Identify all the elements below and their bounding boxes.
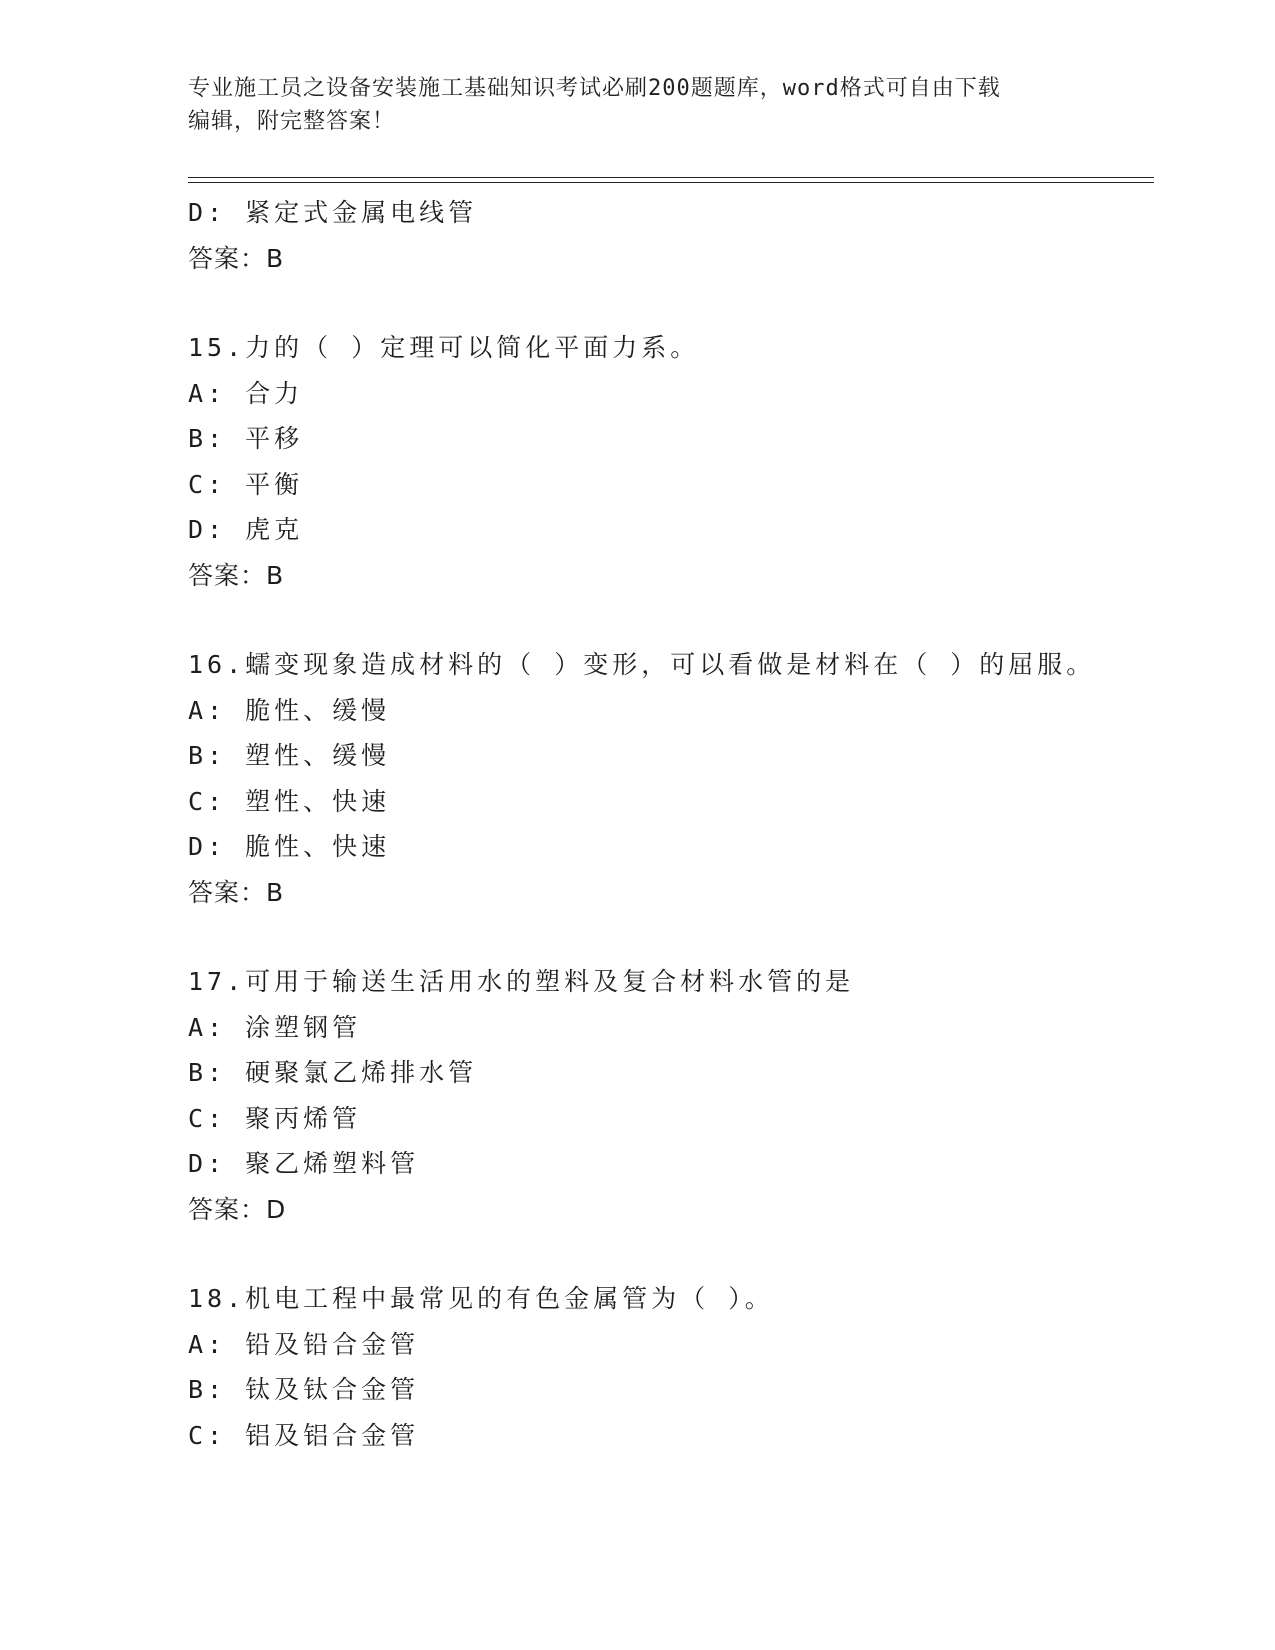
option-b: B: 平移 [188, 424, 304, 453]
option-a: A: 合力 [188, 378, 304, 408]
header-rule-bottom [188, 182, 1154, 183]
question-stem: 15.力的（ ）定理可以简化平面力系。 [188, 333, 700, 362]
question-stem: 18.机电工程中最常见的有色金属管为（ ）。 [188, 1284, 774, 1313]
question-list [188, 190, 1148, 1458]
document-header [188, 72, 1088, 138]
option-d: D: 聚乙烯塑料管 [188, 1149, 420, 1178]
question-stem: 17.可用于输送生活用水的塑料及复合材料水管的是 [188, 967, 855, 996]
answer-line: 答案：B [188, 560, 285, 590]
option-c: C: 聚丙烯管 [188, 1103, 362, 1133]
option-a: A: 涂塑钢管 [188, 1012, 362, 1042]
header-line-1: 专业施工员之设备安装施工基础知识考试必刷200题题库，word格式可自由下载 [188, 76, 1001, 101]
question-15 [188, 325, 1148, 598]
option-d: D: 脆性、快速 [188, 832, 391, 861]
answer-line: 答案：B [188, 243, 285, 273]
option-b: B: 塑性、缓慢 [188, 741, 391, 770]
option-a: A: 铅及铅合金管 [188, 1329, 420, 1359]
option-b: B: 硬聚氯乙烯排水管 [188, 1058, 478, 1087]
option-c: C: 平衡 [188, 469, 304, 499]
option-b: B: 钛及钛合金管 [188, 1375, 420, 1404]
question-17 [188, 959, 1148, 1232]
option-d: D: 紧定式金属电线管 [188, 198, 478, 227]
question-18 [188, 1276, 1148, 1458]
answer-line: 答案：D [188, 1194, 287, 1224]
option-d: D: 虎克 [188, 515, 304, 544]
answer-line: 答案：B [188, 877, 285, 907]
option-a: A: 脆性、缓慢 [188, 695, 391, 725]
question-stem: 16.蠕变现象造成材料的（ ）变形，可以看做是材料在（ ）的屈服。 [188, 650, 1096, 679]
question-16 [188, 642, 1148, 915]
header-rule-top [188, 177, 1154, 178]
option-c: C: 塑性、快速 [188, 786, 391, 816]
option-c: C: 铝及铝合金管 [188, 1420, 420, 1450]
header-line-2: 编辑，附完整答案！ [188, 109, 396, 134]
